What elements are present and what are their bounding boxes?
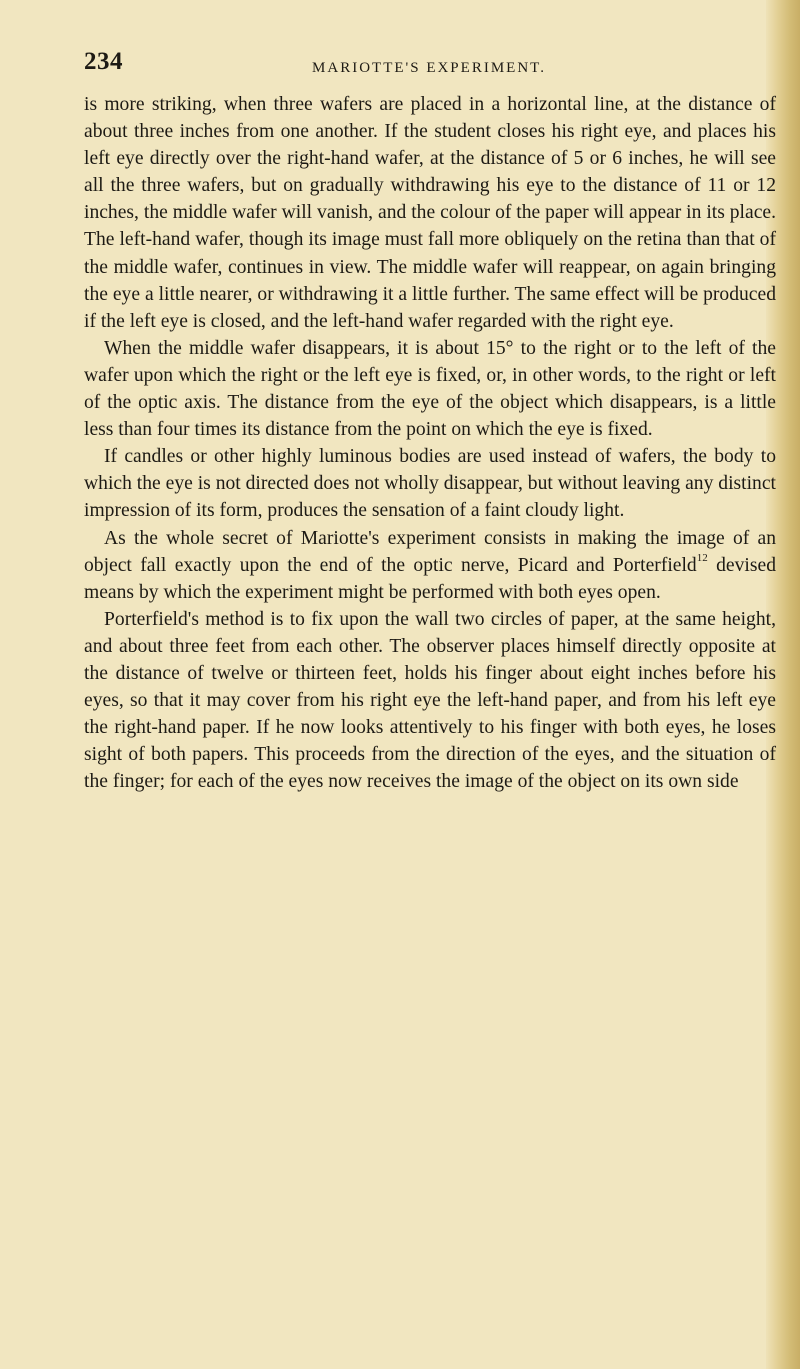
page-header: [84, 48, 774, 88]
paragraph-3: If candles or other highly luminous bodies are used instead of wafers, the body to which the eye is not directed does not wholly disappear, but without leaving any distinct impression of its form, produces the sensation of a faint cloudy light.: [84, 446, 776, 522]
footnote-ref[interactable]: 12: [696, 552, 708, 565]
paragraph-4: [84, 525, 776, 606]
paragraph-4-text-after: devised means by which the experiment might be performed with both eyes open.: [84, 554, 776, 603]
paragraph-5: Porterfield's method is to fix upon the wall two circles of paper, at the same height, and about three feet from each other. The observer places himself directly opposite at the distance of twelve or thirteen feet, holds his finger about eight inches before his eyes, so that it may cover from his right eye the left-hand paper, and from his left eye the right-hand paper. If he now looks attentively to his finger with both eyes, he loses sight of both papers. This proceeds from the direction of the eyes, and the situation of the finger; for each of the eyes now receives the image of the object on its own side: [84, 608, 776, 793]
paragraph-1: is more striking, when three wafers are placed in a horizontal line, at the distance of about three inches from one another. If the student closes his right eye, and places his left eye directly over the right-hand wafer, at the distance of 5 or 6 inches, he will see all the three wafers, but on gradually withdrawing his eye to the distance of 11 or 12 inches, the middle wafer will vanish, and the colour of the paper will appear in its place. The left-hand wafer, though its image must fall more obliquely on the retina than that of the middle wafer, continues in view. The middle wafer will reappear, on again bringing the eye a little nearer, or withdrawing it a little further. The same effect will be produced if the left eye is closed, and the left-hand wafer regarded with the right eye.: [84, 94, 776, 332]
paragraph-4-text-before: As the whole secret of Mariotte's experiment consists in making the image of an object fall exactly upon the end of the optic nerve, Picard and Porterfield: [84, 527, 776, 576]
paragraph-2: When the middle wafer disappears, it is about 15° to the right or to the left of the wafer upon which the right or the left eye is fixed, or, in other words, to the right or left of the optic axis. The distance from the eye of the object which disappears, is a little less than four times its distance from the point on which the eye is fixed.: [84, 337, 776, 441]
body-text: [84, 91, 776, 795]
page-number: 234: [84, 48, 123, 75]
running-head: MARIOTTE'S EXPERIMENT.: [312, 60, 546, 76]
